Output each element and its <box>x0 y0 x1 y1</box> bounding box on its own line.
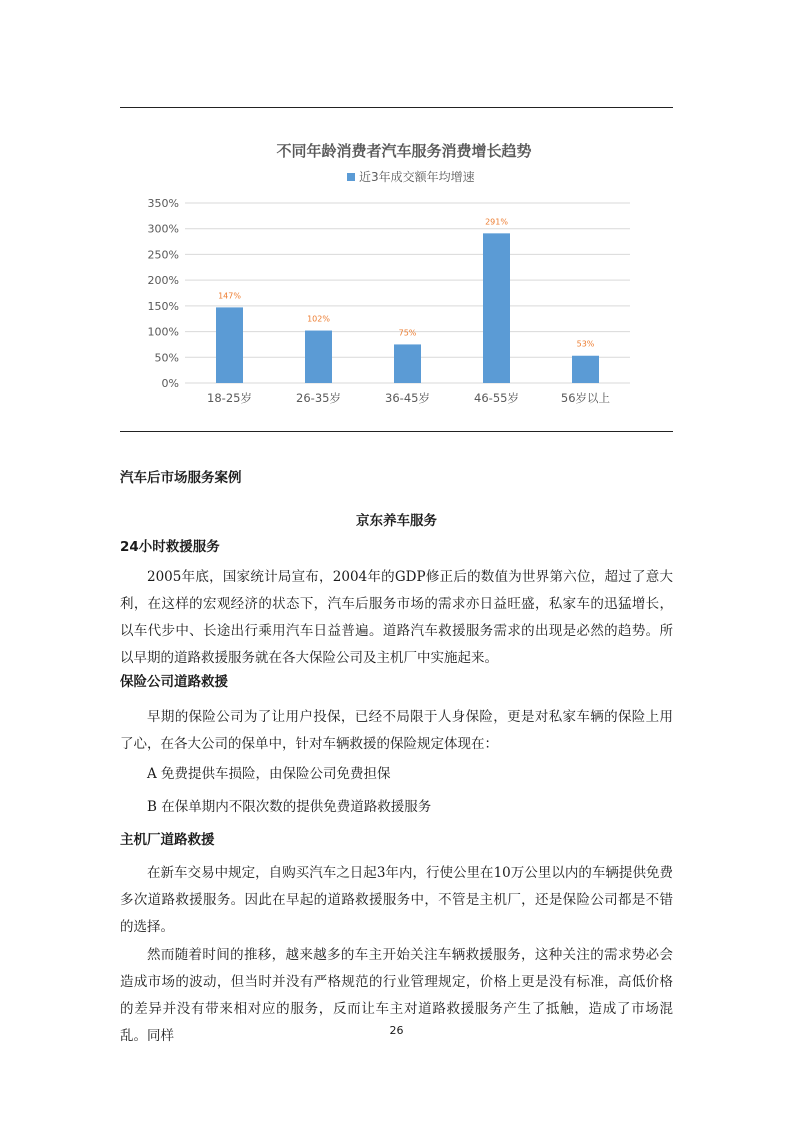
paragraph-3: 在新车交易中规定，自购买汽车之日起3年内，行使公里在10万公里以内的车辆提供免费多次道路救援服务。因此在早起的道路救援服务中，不管是主机厂，还是保险公司都是不错的选择。 <box>120 865 673 935</box>
category-label: 36-45岁 <box>385 391 430 405</box>
page-number: 26 <box>389 1024 404 1037</box>
y-tick-label: 150% <box>147 299 179 313</box>
y-tick-label: 0% <box>161 377 179 390</box>
y-tick-label: 250% <box>147 248 179 262</box>
heading-oem-rescue: 主机厂道路救援 <box>120 832 215 848</box>
section-title: 汽车后市场服务案例 <box>120 470 242 486</box>
data-label: 147% <box>218 291 241 301</box>
y-tick-label: 200% <box>147 274 179 288</box>
bar <box>394 344 421 383</box>
top-rule <box>120 107 673 108</box>
y-tick-label: 350% <box>147 197 179 210</box>
y-tick-label: 50% <box>154 351 179 365</box>
bar <box>483 233 510 383</box>
category-label: 46-55岁 <box>474 391 519 405</box>
case-title: 京东养车服务 <box>356 513 437 529</box>
data-label: 53% <box>576 339 595 349</box>
data-label: 75% <box>398 328 417 338</box>
legend-swatch <box>347 173 355 181</box>
category-label: 26-35岁 <box>296 391 341 405</box>
heading-insurance-rescue: 保险公司道路救援 <box>120 674 228 690</box>
paragraph-4: 然而随着时间的推移，越来越多的车主开始关注车辆救援服务，这种关注的需求势必会造成市场的波动，但当时并没有严格规范的行业管理规定，价格上更是没有标准，高低价格的差异并没有带来相对应的服务，反而让车主对道路救援服务产生了抵触，造成了市场混乱。同样 <box>120 947 673 1044</box>
y-tick-label: 100% <box>147 325 179 339</box>
list-item-a: A 免费提供车损险，由保险公司免费担保 <box>147 766 391 782</box>
y-tick-label: 300% <box>147 222 179 236</box>
data-label: 102% <box>307 314 330 324</box>
category-label: 56岁以上 <box>560 391 611 405</box>
bar <box>305 331 332 383</box>
heading-24h-rescue: 24小时救援服务 <box>120 539 220 555</box>
paragraph-2: 早期的保险公司为了让用户投保，已经不局限于人身保险，更是对私家车辆的保险上用了心，在各大公司的保单中，针对车辆救援的保险规定体现在： <box>120 709 673 752</box>
growth-bar-chart <box>120 125 673 420</box>
legend-label: 近3年成交额年均增速 <box>359 170 475 184</box>
data-label: 291% <box>485 217 508 227</box>
category-label: 18-25岁 <box>207 391 252 405</box>
chart-title: 不同年龄消费者汽车服务消费增长趋势 <box>276 142 532 160</box>
chart-bottom-rule <box>120 431 673 432</box>
chart-bars <box>216 233 599 383</box>
paragraph-1: 2005年底，国家统计局宣布，2004年的GDP修正后的数值为世界第六位，超过了意大利，在这样的宏观经济的状态下，汽车后服务市场的需求亦日益旺盛，私家车的迅猛增长，以车代步中、长途出行乘用汽车日益普遍。道路汽车救援服务需求的出现是必然的趋势。所以早期的道路救援服务就在各大保险公司及主机厂中实施起来。 <box>120 569 673 666</box>
list-item-b: B 在保单期内不限次数的提供免费道路救援服务 <box>147 799 432 815</box>
bar <box>572 356 599 383</box>
bar <box>216 307 243 383</box>
